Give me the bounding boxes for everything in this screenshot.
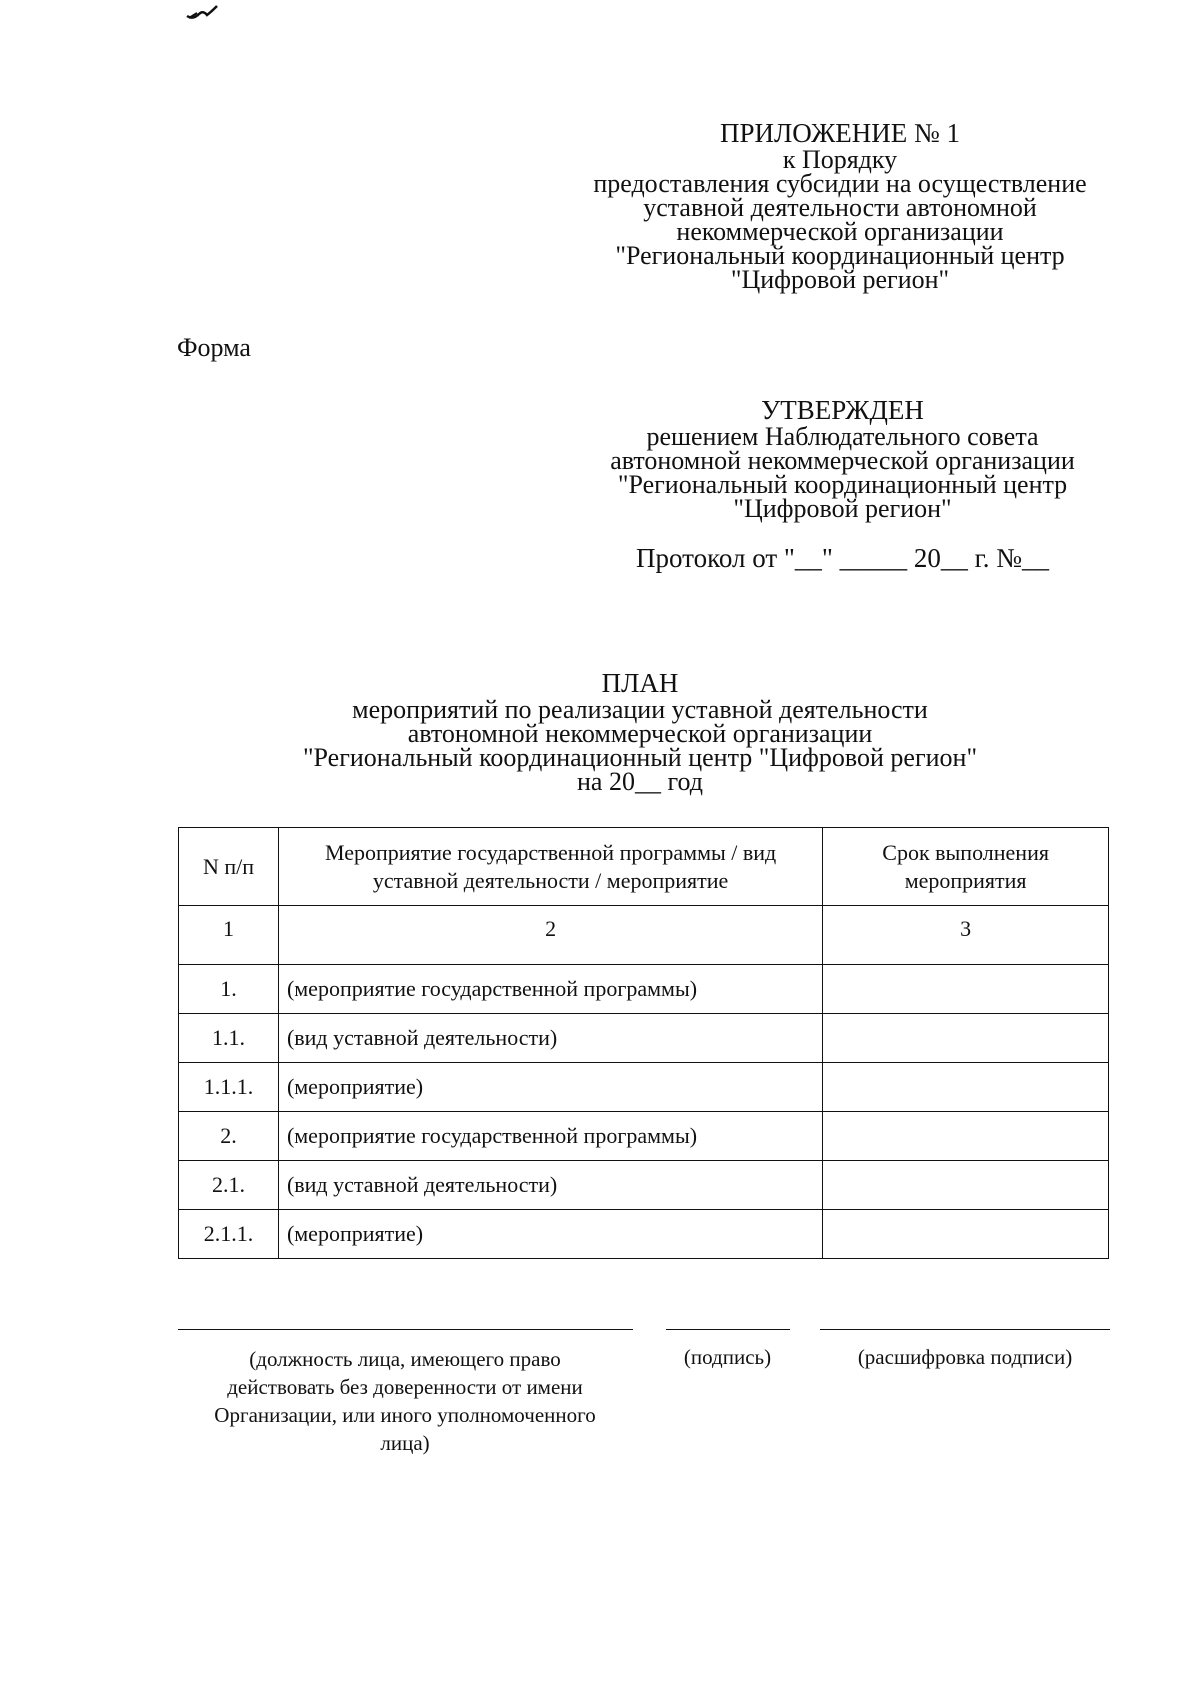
row-event: (мероприятие государственной программы) [278,1112,822,1161]
table-header-row [179,828,1109,906]
approval-line: "Региональный координационный центр [617,470,1068,499]
row-event: (вид уставной деятельности) [278,1161,822,1210]
appendix-line: некоммерческой организации [676,217,1004,246]
plan-line: автономной некоммерческой организации [407,719,873,748]
signature-caption: (подпись) [683,1345,772,1369]
row-term [823,1063,1109,1112]
row-number: 2.1.1. [179,1210,279,1259]
appendix-line: уставной деятельности автономной [643,193,1037,222]
appendix-line: к Порядку [782,145,898,174]
row-number: 1.1.1. [179,1063,279,1112]
row-term [823,1210,1109,1259]
row-event: (мероприятие) [278,1210,822,1259]
row-number: 2.1. [179,1161,279,1210]
events-table [178,827,1109,1259]
column-number: 2 [278,906,822,965]
appendix-line: предоставления субсидии на осуществление [593,169,1087,198]
row-number: 1.1. [179,1014,279,1063]
position-caption: (должность лица, имеющего право действовать без доверенности от имени Организации, или иного уполномоченного лица) [214,1347,596,1455]
position-signature-line [178,1329,633,1330]
appendix-heading: ПРИЛОЖЕНИЕ № 1 [719,118,961,148]
row-term [823,1161,1109,1210]
scan-mark-icon [185,4,219,22]
appendix-line: "Цифровой регион" [730,265,950,294]
header-event: Мероприятие государственной программы / вид уставной деятельности / мероприятие [278,828,822,906]
row-event: (мероприятие) [278,1063,822,1112]
table-row [179,1210,1109,1259]
approval-heading: УТВЕРЖДЕН [761,395,924,425]
plan-heading: ПЛАН [601,668,679,698]
row-term [823,1112,1109,1161]
appendix-block [560,118,1120,292]
protocol-line: Протокол от "__" _____ 20__ г. №__ [636,543,1049,573]
appendix-line: "Региональный координационный центр [615,241,1065,270]
plan-title-block [200,668,1080,794]
table-row [179,965,1109,1014]
approval-line: автономной некоммерческой организации [610,446,1075,475]
decoding-caption: (расшифровка подписи) [857,1345,1073,1369]
row-number: 2. [179,1112,279,1161]
row-term [823,965,1109,1014]
approval-line: решением Наблюдательного совета [646,422,1039,451]
decoding-signature-line [820,1329,1110,1330]
table-row [179,1063,1109,1112]
table-row [179,1161,1109,1210]
plan-line: мероприятий по реализации уставной деятельности [352,695,928,724]
row-term [823,1014,1109,1063]
column-number-row [179,906,1109,965]
table-row [179,1112,1109,1161]
column-number: 1 [179,906,279,965]
plan-line: на 20__ год [577,767,703,796]
signature-line [666,1329,790,1330]
row-number: 1. [179,965,279,1014]
header-term: Срок выполнения мероприятия [823,828,1109,906]
approval-block [575,395,1110,573]
plan-line: "Региональный координационный центр "Цифровой регион" [302,743,978,772]
header-number: N п/п [179,828,279,906]
approval-line: "Цифровой регион" [733,494,952,523]
column-number: 3 [823,906,1109,965]
table-row [179,1014,1109,1063]
form-label: Форма [177,333,251,362]
row-event: (мероприятие государственной программы) [278,965,822,1014]
row-event: (вид уставной деятельности) [278,1014,822,1063]
